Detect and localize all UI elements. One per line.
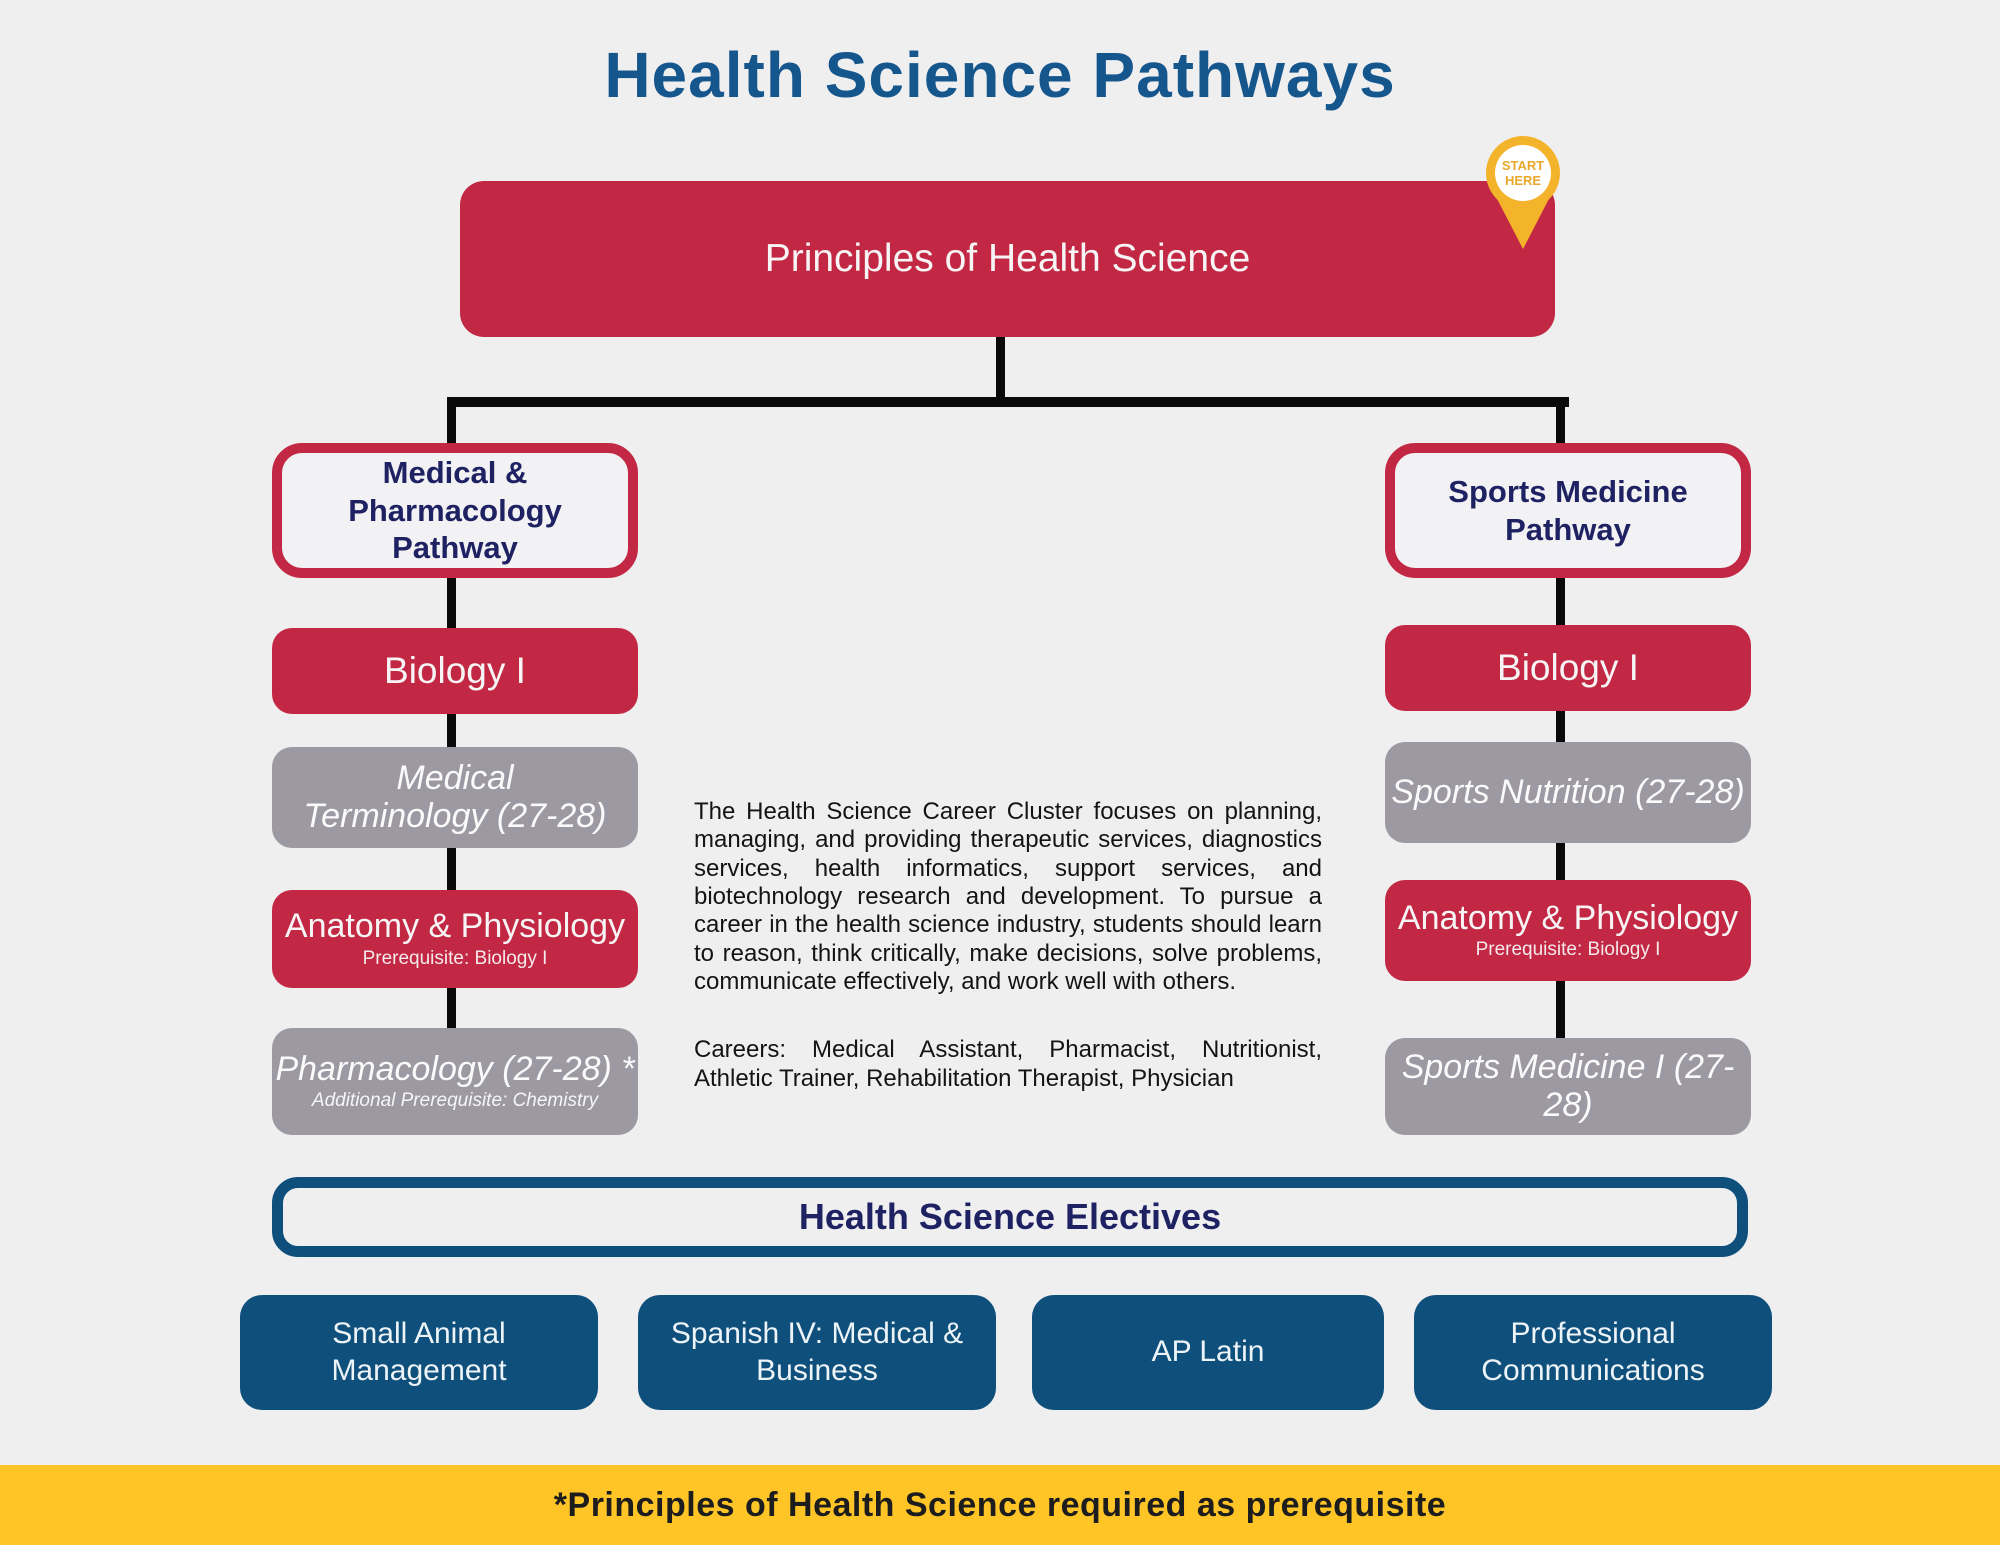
elective-label: Professional Communications (1481, 1316, 1705, 1387)
connector-root-vertical (996, 336, 1005, 402)
elective-ap-latin (1032, 1295, 1384, 1410)
careers-list: Careers: Medical Assistant, Pharmacist, Nutritionist, Athletic Trainer, Rehabilitation Therapist, Physician (694, 1036, 1322, 1092)
course-label: Anatomy & Physiology (1397, 898, 1739, 937)
cluster-description (694, 798, 1322, 1093)
course-prerequisite: Additional Prerequisite: Chemistry (311, 1090, 599, 1112)
course-label: Sports Nutrition (27-28) (1391, 772, 1745, 811)
course-label: Biology I (1497, 646, 1639, 688)
elective-small-animal-management (240, 1295, 598, 1410)
course-sports-medicine-1 (1385, 1038, 1751, 1135)
course-label: Anatomy & Physiology (284, 907, 626, 946)
course-label: Pharmacology (27-28) * (275, 1049, 635, 1088)
course-prerequisite: Prerequisite: Biology I (1475, 939, 1661, 961)
course-prerequisite: Prerequisite: Biology I (362, 947, 548, 969)
course-sports-nutrition (1385, 742, 1751, 843)
page-title: Health Science Pathways (604, 39, 1396, 111)
course-label: Sports Medicine I (27-28) (1401, 1048, 1735, 1124)
course-anatomy-physiology-left (272, 890, 638, 988)
start-here-line1: START (1501, 158, 1545, 173)
course-pharmacology (272, 1028, 638, 1135)
course-biology-1-right (1385, 625, 1751, 711)
course-biology-1-left (272, 628, 638, 714)
root-course-label: Principles of Health Science (764, 237, 1251, 280)
start-here-line2: HERE (1504, 173, 1542, 188)
elective-spanish-iv (638, 1295, 996, 1410)
course-medical-terminology (272, 747, 638, 848)
elective-label: AP Latin (1151, 1335, 1265, 1369)
footnote-banner (0, 1465, 2000, 1545)
elective-label: Spanish IV: Medical & Business (670, 1316, 964, 1387)
cluster-description-paragraph: The Health Science Career Cluster focuses on planning, managing, and providing therapeutic services, diagnostics services, health informatics, support services, and biotechnology research and development. To pursue a career in the health science industry, students should learn to reason, think critically, make decisions, solve problems, communicate effectively, and work well with others. (694, 798, 1322, 995)
course-anatomy-physiology-right (1385, 880, 1751, 981)
elective-label: Small Animal Management (331, 1316, 507, 1387)
pathway-header-sports (1385, 443, 1751, 578)
root-course-box (460, 181, 1555, 337)
footnote-text: *Principles of Health Science required as prerequisite (553, 1485, 1447, 1524)
electives-header-bar (272, 1177, 1748, 1257)
pathway-header-sports-label: Sports Medicine Pathway (1448, 473, 1688, 547)
course-label: Medical Terminology (27-28) (303, 759, 607, 835)
connector-horizontal (447, 397, 1569, 407)
pathway-header-medical-label: Medical & Pharmacology Pathway (348, 454, 562, 566)
start-here-pin-icon (1471, 131, 1575, 255)
elective-professional-communications (1414, 1295, 1772, 1410)
pathway-header-medical (272, 443, 638, 578)
electives-header-label: Health Science Electives (798, 1196, 1222, 1237)
course-label: Biology I (384, 649, 526, 691)
